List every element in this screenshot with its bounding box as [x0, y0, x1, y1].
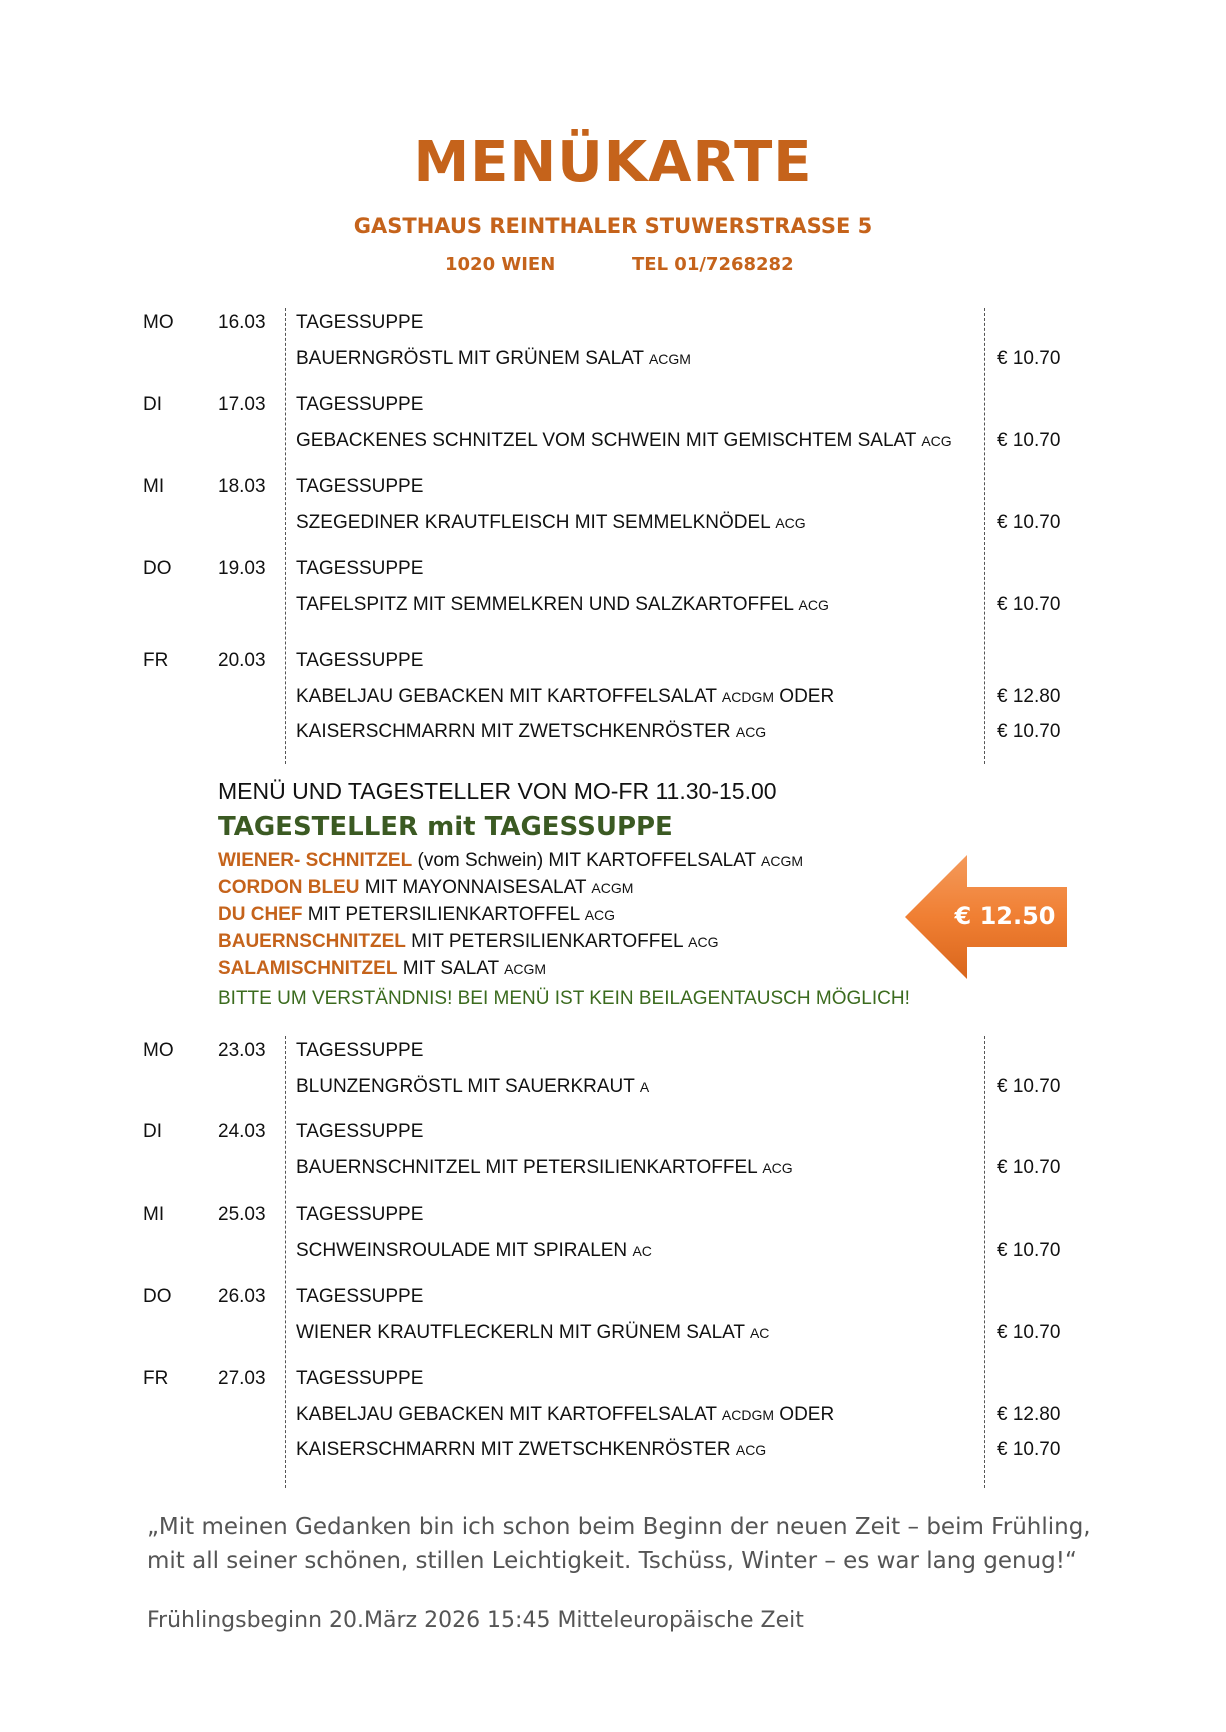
- price: € 12.80: [997, 686, 1061, 707]
- weekday: FR: [143, 1368, 169, 1389]
- date: 26.03: [218, 1286, 266, 1307]
- allergen-codes: ACG: [735, 724, 767, 740]
- date: 17.03: [218, 394, 266, 415]
- tagesteller-item: [218, 877, 633, 899]
- dish-text: TAGESSUPPE: [296, 650, 424, 671]
- dish-name: [296, 717, 766, 747]
- dish-row: [0, 1435, 1226, 1465]
- dish-name: [296, 1072, 649, 1102]
- dish-suffix: ODER: [779, 686, 835, 707]
- tagesteller-item: [218, 931, 719, 953]
- allergen-codes: ACGM: [761, 853, 804, 869]
- date: 25.03: [218, 1204, 266, 1225]
- day-row: [0, 390, 1226, 420]
- weekday: DI: [143, 1121, 162, 1142]
- price: € 10.70: [997, 721, 1061, 742]
- dish-text: TAFELSPITZ MIT SEMMELKREN UND SALZKARTOFFEL: [296, 594, 794, 615]
- restaurant-address: GASTHAUS REINTHALER STUWERSTRASSE 5: [353, 214, 873, 238]
- dish-row: [0, 426, 1226, 456]
- price: € 10.70: [997, 594, 1061, 615]
- allergen-codes: ACG: [584, 907, 616, 923]
- dish-text: KABELJAU GEBACKEN MIT KARTOFFELSALAT: [296, 1404, 717, 1425]
- tagesteller-item-desc: (vom Schwein) MIT KARTOFFELSALAT: [412, 850, 762, 871]
- day-row: [0, 308, 1226, 338]
- weekday: MO: [143, 312, 174, 333]
- allergen-codes: ACG: [921, 433, 952, 449]
- allergen-codes: ACGM: [504, 961, 547, 977]
- dish-text: SZEGEDINER KRAUTFLEISCH MIT SEMMELKNÖDEL: [296, 512, 771, 533]
- dish-row: [0, 590, 1226, 620]
- tagesteller-item-name: BAUERNSCHNITZEL: [218, 931, 406, 952]
- tagesteller-item-desc: MIT PETERSILIENKARTOFFEL: [302, 904, 585, 925]
- dish-name: [296, 554, 423, 584]
- date: 16.03: [218, 312, 266, 333]
- spring-footnote: Frühlingsbeginn 20.März 2026 15:45 Mitteleuropäische Zeit: [147, 1608, 804, 1633]
- dish-text: GEBACKENES SCHNITZEL VOM SCHWEIN MIT GEMISCHTEM SALAT: [296, 430, 917, 451]
- dish-text: SCHWEINSROULADE MIT SPIRALEN: [296, 1240, 628, 1261]
- day-row: [0, 554, 1226, 584]
- dish-name: [296, 682, 834, 712]
- tagesteller-item: [218, 958, 546, 980]
- dish-text: BLUNZENGRÖSTL MIT SAUERKRAUT: [296, 1076, 635, 1097]
- price: € 10.70: [997, 1157, 1061, 1178]
- tagesteller-item-name: CORDON BLEU: [218, 877, 360, 898]
- date: 24.03: [218, 1121, 266, 1142]
- allergen-codes: A: [639, 1079, 650, 1095]
- dish-text: WIENER KRAUTFLECKERLN MIT GRÜNEM SALAT: [296, 1322, 745, 1343]
- date: 18.03: [218, 476, 266, 497]
- day-row: [0, 1200, 1226, 1230]
- allergen-codes: ACG: [688, 934, 719, 950]
- day-row: [0, 1117, 1226, 1147]
- dish-name: [296, 1435, 766, 1465]
- dish-name: [296, 1282, 423, 1312]
- dish-row: [0, 682, 1226, 712]
- dish-text: BAUERNSCHNITZEL MIT PETERSILIENKARTOFFEL: [296, 1157, 758, 1178]
- dish-name: [296, 1036, 423, 1066]
- menu-title: MENÜKARTE: [413, 130, 813, 195]
- tagesteller-item: [218, 904, 615, 926]
- dish-name: [296, 344, 691, 374]
- tagesteller-item-name: DU CHEF: [218, 904, 303, 925]
- allergen-codes: ACG: [762, 1160, 793, 1176]
- tagesteller-item-name: WIENER- SCHNITZEL: [218, 850, 413, 871]
- weekday: MI: [143, 476, 165, 497]
- price: € 10.70: [997, 1322, 1061, 1343]
- weekday: DO: [143, 1286, 172, 1307]
- date: 27.03: [218, 1368, 266, 1389]
- dish-text: TAGESSUPPE: [296, 1204, 424, 1225]
- allergen-codes: ACGM: [648, 351, 691, 367]
- weekday: MO: [143, 1040, 174, 1061]
- dish-text: BAUERNGRÖSTL MIT GRÜNEM SALAT: [296, 348, 644, 369]
- day-row: [0, 1036, 1226, 1066]
- dish-text: KAISERSCHMARRN MIT ZWETSCHKENRÖSTER: [296, 721, 731, 742]
- allergen-codes: ACDGM: [721, 1407, 775, 1423]
- dish-row: [0, 1072, 1226, 1102]
- tagesteller-item-name: SALAMISCHNITZEL: [218, 958, 398, 979]
- restaurant-city: 1020 WIEN: [445, 254, 556, 275]
- tagesteller-item-desc: MIT PETERSILIENKARTOFFEL: [405, 931, 689, 952]
- dish-name: [296, 508, 806, 538]
- dish-name: [296, 1318, 769, 1348]
- weekday: DO: [143, 558, 172, 579]
- allergen-codes: ACG: [798, 597, 829, 613]
- tagesteller-price: € 12.50: [954, 902, 1056, 930]
- dish-text: TAGESSUPPE: [296, 1040, 424, 1061]
- date: 20.03: [218, 650, 266, 671]
- date: 19.03: [218, 558, 266, 579]
- dish-name: [296, 308, 423, 338]
- restaurant-phone: TEL 01/7268282: [632, 254, 794, 275]
- tagesteller-heading: TAGESTELLER mit TAGESSUPPE: [218, 812, 673, 842]
- weekday: MI: [143, 1204, 165, 1225]
- allergen-codes: ACGM: [591, 880, 634, 896]
- price: € 10.70: [997, 1439, 1061, 1460]
- price: € 10.70: [997, 512, 1061, 533]
- day-row: [0, 1282, 1226, 1312]
- no-side-swap-note: BITTE UM VERSTÄNDNIS! BEI MENÜ IST KEIN BEILAGENTAUSCH MÖGLICH!: [218, 988, 910, 1009]
- price: € 10.70: [997, 1076, 1061, 1097]
- dish-text: TAGESSUPPE: [296, 394, 424, 415]
- dish-suffix: ODER: [779, 1404, 835, 1425]
- dish-text: TAGESSUPPE: [296, 312, 424, 333]
- dish-name: [296, 590, 829, 620]
- date: 23.03: [218, 1040, 266, 1061]
- tagesteller-item-desc: MIT SALAT: [397, 958, 505, 979]
- week-menu-2: [0, 1036, 1226, 1488]
- day-row: [0, 1364, 1226, 1394]
- price: € 10.70: [997, 348, 1061, 369]
- dish-name: [296, 390, 423, 420]
- dish-name: [296, 1364, 423, 1394]
- allergen-codes: ACG: [775, 515, 806, 531]
- price: € 12.80: [997, 1404, 1061, 1425]
- dish-name: [296, 646, 423, 676]
- dish-row: [0, 1318, 1226, 1348]
- allergen-codes: ACDGM: [721, 689, 775, 705]
- dish-row: [0, 717, 1226, 747]
- dish-row: [0, 1400, 1226, 1430]
- day-row: [0, 646, 1226, 676]
- dish-row: [0, 508, 1226, 538]
- dish-name: [296, 1117, 423, 1147]
- dish-name: [296, 426, 952, 456]
- dish-name: [296, 472, 423, 502]
- day-row: [0, 472, 1226, 502]
- dish-text: KAISERSCHMARRN MIT ZWETSCHKENRÖSTER: [296, 1439, 731, 1460]
- dish-name: [296, 1400, 834, 1430]
- dish-name: [296, 1236, 652, 1266]
- allergen-codes: AC: [749, 1325, 770, 1341]
- dish-text: TAGESSUPPE: [296, 476, 424, 497]
- price: € 10.70: [997, 430, 1061, 451]
- weekday: FR: [143, 650, 169, 671]
- dish-name: [296, 1200, 423, 1230]
- dish-text: KABELJAU GEBACKEN MIT KARTOFFELSALAT: [296, 686, 717, 707]
- tagesteller-item-desc: MIT MAYONNAISESALAT: [359, 877, 592, 898]
- dish-row: [0, 344, 1226, 374]
- week-menu-1: [0, 308, 1226, 764]
- dish-text: TAGESSUPPE: [296, 1368, 424, 1389]
- price: € 10.70: [997, 1240, 1061, 1261]
- dish-text: TAGESSUPPE: [296, 1286, 424, 1307]
- dish-text: TAGESSUPPE: [296, 558, 424, 579]
- dish-name: [296, 1153, 793, 1183]
- dish-row: [0, 1236, 1226, 1266]
- spring-quote: „Mit meinen Gedanken bin ich schon beim Beginn der neuen Zeit – beim Frühling, mit all seiner schönen, stillen Leichtigkeit. Tschüss, Winter – es war lang genug!“: [147, 1514, 1091, 1574]
- dish-text: TAGESSUPPE: [296, 1121, 424, 1142]
- tagesteller-item: [218, 850, 803, 872]
- weekday: DI: [143, 394, 162, 415]
- opening-hours: MENÜ UND TAGESTELLER VON MO-FR 11.30-15.00: [218, 778, 777, 804]
- allergen-codes: ACG: [735, 1442, 767, 1458]
- allergen-codes: AC: [632, 1243, 652, 1259]
- dish-row: [0, 1153, 1226, 1183]
